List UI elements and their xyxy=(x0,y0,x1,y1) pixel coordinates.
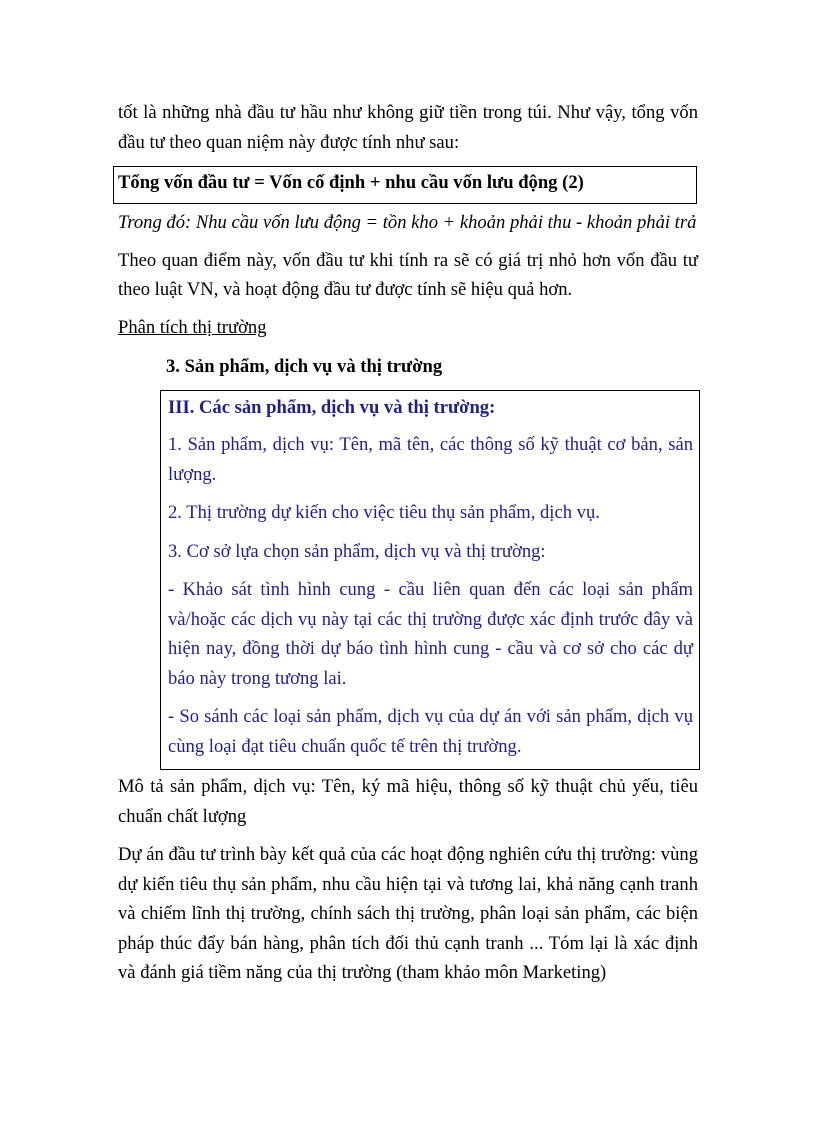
paragraph-viewpoint: Theo quan điểm này, vốn đầu tư khi tính ra sẽ có giá trị nhỏ hơn vốn đầu tư theo luật VN, và hoạt động đầu tư được tính sẽ hiệu quả hơn. xyxy=(118,249,698,300)
box-item: 1. Sản phẩm, dịch vụ: Tên, mã tên, các thông số kỹ thuật cơ bản, sản lượng. xyxy=(168,434,693,485)
box-item: - So sánh các loại sản phẩm, dịch vụ của dự án với sản phẩm, dịch vụ cùng loại đạt tiêu chuẩn quốc tế trên thị trường. xyxy=(168,706,693,757)
italic-note: Trong đó: Nhu cầu vốn lưu động = tồn kho + khoản phải thu - khoản phải trả xyxy=(118,212,697,233)
box-title: III. Các sản phẩm, dịch vụ và thị trường: xyxy=(168,396,496,418)
paragraph-market-research: Dự án đầu tư trình bày kết quả của các hoạt động nghiên cứu thị trường: vùng dự kiến tiêu thụ sản phẩm, nhu cầu hiện tại và tương lai, khả năng cạnh tranh và chiếm lĩnh thị trường, chính sách thị trường, phân loại sản phẩm, các biện pháp thúc đẩy bán hàng, phân tích đối thủ cạnh tranh ... Tóm lại là xác định và đánh giá tiềm năng của thị trường (tham khảo môn Marketing) xyxy=(118,844,698,983)
box-item: 3. Cơ sở lựa chọn sản phẩm, dịch vụ và thị trường: xyxy=(168,540,546,562)
section-heading: 3. Sản phẩm, dịch vụ và thị trường xyxy=(166,356,443,377)
requirements-box xyxy=(160,390,700,771)
box-item: 2. Thị trường dự kiến cho việc tiêu thụ sản phẩm, dịch vụ. xyxy=(168,502,600,523)
paragraph-intro: tốt là những nhà đầu tư hầu như không giữ tiền trong túi. Như vậy, tổng vốn đầu tư theo quan niệm này được tính như sau: xyxy=(118,102,698,153)
formula-box: Tổng vốn đầu tư = Vốn cố định + nhu cầu vốn lưu động (2) xyxy=(113,166,697,204)
box-item: - Khảo sát tình hình cung - cầu liên quan đến các loại sản phẩm và/hoặc các dịch vụ này tại các thị trường được xác định trước đây và hiện nay, đồng thời dự báo tình hình cung - cầu và cơ sở cho các dự báo này trong tương lai. xyxy=(168,579,693,689)
underlined-heading: Phân tích thị trường xyxy=(118,316,267,338)
document-page xyxy=(118,98,698,988)
paragraph-product-description: Mô tả sản phẩm, dịch vụ: Tên, ký mã hiệu, thông số kỹ thuật chủ yếu, tiêu chuẩn chất lượng xyxy=(118,776,698,827)
